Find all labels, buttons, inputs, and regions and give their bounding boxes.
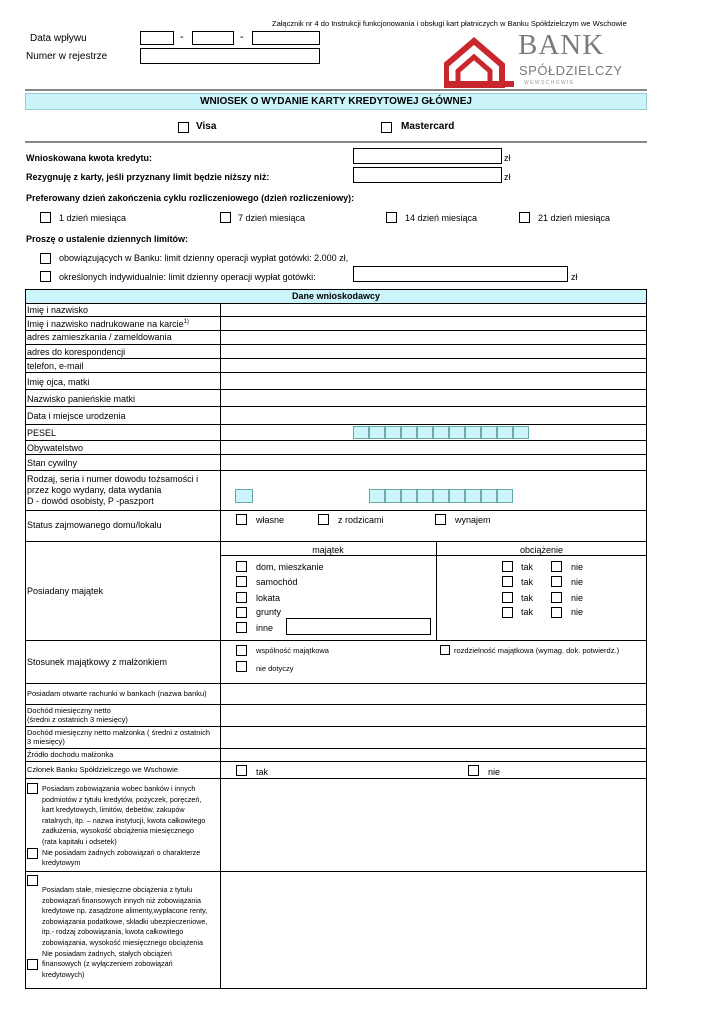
pesel-digit[interactable] <box>513 426 529 439</box>
burden-nie-checkbox[interactable] <box>551 607 562 618</box>
limit-bank-checkbox[interactable] <box>40 253 51 264</box>
pesel-digit[interactable] <box>497 426 513 439</box>
currency-zl: zł <box>504 153 511 163</box>
id-number-cell[interactable] <box>385 489 401 503</box>
burden-nie-label: nie <box>571 562 584 572</box>
date-month-field[interactable] <box>192 31 234 45</box>
bank-logo <box>444 29 624 88</box>
daily-limits-label: Proszę o ustalenie dziennych limitów: <box>26 234 189 244</box>
row-nazwisko-panienskie: Nazwisko panieńskie matki <box>27 394 136 404</box>
id-number-cell[interactable] <box>401 489 417 503</box>
date-year-field[interactable] <box>252 31 320 45</box>
form-title-bar <box>25 93 647 110</box>
status-wlasne-label: własne <box>256 515 285 525</box>
burden-nie-label: nie <box>571 577 584 587</box>
czlonek-tak-label: tak <box>256 767 269 777</box>
asset-dom-checkbox[interactable] <box>236 561 247 572</box>
id-type-cell[interactable] <box>235 489 253 503</box>
row-dochod-2: (średni z ostatnich 3 miesięcy) <box>27 715 128 724</box>
asset-lokata-label: lokata <box>256 593 281 603</box>
row-stan-cywilny: Stan cywilny <box>27 458 78 468</box>
status-wlasne-checkbox[interactable] <box>236 514 247 525</box>
row-stosunek: Stosunek majątkowy z małżonkiem <box>27 657 168 667</box>
asset-samochod-checkbox[interactable] <box>236 576 247 587</box>
id-number-cell[interactable] <box>449 489 465 503</box>
asset-dom-label: dom, mieszkanie <box>256 562 324 572</box>
cycle-1-label: 1 dzień miesiąca <box>59 213 127 223</box>
visa-checkbox[interactable] <box>178 122 189 133</box>
date-day-field[interactable] <box>140 31 174 45</box>
row-zrodlo: Źródło dochodu małżonka <box>27 750 114 759</box>
id-number-cell[interactable] <box>369 489 385 503</box>
obligations-no-checkbox[interactable] <box>27 848 38 859</box>
row-adres-kor: adres do korespondencji <box>27 347 126 357</box>
pesel-digit[interactable] <box>465 426 481 439</box>
applicant-title: Dane wnioskodawcy <box>291 291 381 301</box>
register-number-field[interactable] <box>140 48 320 64</box>
pesel-digit[interactable] <box>369 426 385 439</box>
row-czlonek: Członek Banku Spółdzielczego we Wschowie <box>27 765 178 774</box>
currency-zl: zł <box>571 272 578 282</box>
burden-tak-label: tak <box>521 577 534 587</box>
id-number-cell[interactable] <box>481 489 497 503</box>
limit-bank-label: obowiązujących w Banku: limit dzienny operacji wypłat gotówki: 2.000 zł, <box>59 253 349 263</box>
row-rachunki: Posiadam otwarte rachunki w bankach (nazwa banku) <box>27 689 207 698</box>
applicant-header <box>26 290 646 303</box>
resign-limit-label: Rezygnuję z karty, jeśli przyznany limit będzie niższy niż: <box>26 172 270 182</box>
burden-tak-checkbox[interactable] <box>502 607 513 618</box>
row-dochod-malz-1: Dochód miesięczny netto małżonka ( średni z ostatnich <box>27 728 211 737</box>
burden-tak-checkbox[interactable] <box>502 576 513 587</box>
row-dowod-1: Rodzaj, seria i numer dowodu tożsamości i <box>27 474 199 484</box>
row-status: Status zajmowanego domu/lokalu <box>27 520 162 530</box>
row-imie-nazwisko: Imię i nazwisko <box>27 305 89 315</box>
obligations-1-text: Posiadam zobowiązania wobec banków i innych podmiotów z tytułu kredytów, pożyczek, poręczeń, kart kredytowych, limitów, debetów, zakupów ratalnych, itp. – nazwa instytucji, kwota całkowitego zadłużenia, wysokość obciążenia miesięcznego (rata kapitału i odsetek) Nie posiadam żadnych zobowiązań o charakterze kredytowym <box>42 784 206 868</box>
row-obywatelstwo: Obywatelstwo <box>27 443 84 453</box>
czlonek-nie-checkbox[interactable] <box>468 765 479 776</box>
burden-tak-label: tak <box>521 593 534 603</box>
mastercard-checkbox[interactable] <box>381 122 392 133</box>
burden-nie-label: nie <box>571 607 584 617</box>
status-rodzice-checkbox[interactable] <box>318 514 329 525</box>
row-dochod-malz-2: 3 miesięcy) <box>27 737 65 746</box>
czlonek-nie-label: nie <box>488 767 501 777</box>
burden-header: obciążenie <box>519 545 564 555</box>
date-dash: - <box>240 31 244 43</box>
id-number-cell[interactable] <box>497 489 513 503</box>
burden-tak-label: tak <box>521 562 534 572</box>
obligations-2-text: Posiadam stałe, miesięczne obciążenia z tytułu zobowiązań finansowych innych niż zobowiązania kredytowe np. zasądzone alimenty,wypłacone renty, zobowiązania podatkowe, składki ubezpieczeniowe, itp.- rodzaj zobowiązania, kwota całkowitego zobowiązania, wysokość miesięcznego obciążenia Nie posiadam żadnych, stałych obciążeń finansowych (z wyłączeniem zobowiązań kredytowych) <box>42 885 208 979</box>
limit-individual-checkbox[interactable] <box>40 271 51 282</box>
row-dowod-2: przez kogo wydany, data wydania <box>27 485 162 495</box>
burden-nie-label: nie <box>571 593 584 603</box>
cycle-1-checkbox[interactable] <box>40 212 51 223</box>
asset-grunty-label: grunty <box>256 607 282 617</box>
status-wynajem-label: wynajem <box>455 515 491 525</box>
asset-inne-checkbox[interactable] <box>236 622 247 633</box>
logo-spoldzielczy: SPÓŁDZIELCZY <box>519 63 623 78</box>
numer-rejestr-label: Numer w rejestrze <box>26 51 108 62</box>
cycle-14-checkbox[interactable] <box>386 212 397 223</box>
row-dowod-3: D - dowód osobisty, P -paszport <box>27 496 154 506</box>
id-number-cell[interactable] <box>417 489 433 503</box>
date-dash: - <box>180 31 184 43</box>
row-imie-ojca: Imię ojca, matki <box>27 377 90 387</box>
attachment-note: Załącznik nr 4 do Instrukcji funkcjonowania i obsługi kart płatniczych w Banku Spółdzielczym we Wschowie <box>272 19 627 28</box>
burden-nie-checkbox[interactable] <box>551 592 562 603</box>
row-imie-karta: Imię i nazwisko nadrukowane na karcie$^{1)}$ <box>27 319 189 329</box>
pesel-digit[interactable] <box>449 426 465 439</box>
nie-dotyczy-checkbox[interactable] <box>236 661 247 672</box>
status-wynajem-checkbox[interactable] <box>435 514 446 525</box>
pesel-digit[interactable] <box>433 426 449 439</box>
row-pesel: PESEL <box>27 428 57 438</box>
wspolnosc-label: wspólność majątkowa <box>256 646 329 655</box>
logo-bank: BANK <box>518 29 605 61</box>
limit-individual-field[interactable] <box>353 266 568 282</box>
requested-amount-field[interactable] <box>353 148 502 164</box>
wspolnosc-checkbox[interactable] <box>236 645 247 656</box>
burdens-yes-checkbox[interactable] <box>27 875 38 886</box>
asset-lokata-checkbox[interactable] <box>236 592 247 603</box>
resign-limit-field[interactable] <box>353 167 502 183</box>
burden-tak-checkbox[interactable] <box>502 592 513 603</box>
asset-grunty-checkbox[interactable] <box>236 607 247 618</box>
cycle-label: Preferowany dzień zakończenia cyklu rozliczeniowego (dzień rozliczeniowy): <box>26 193 355 203</box>
row-dochod-1: Dochód miesięczny netto <box>27 706 111 715</box>
pesel-digit[interactable] <box>401 426 417 439</box>
nie-dotyczy-label: nie dotyczy <box>256 664 294 673</box>
cycle-7-label: 7 dzień miesiąca <box>238 213 306 223</box>
asset-samochod-label: samochód <box>256 577 298 587</box>
mastercard-label: Mastercard <box>401 121 455 132</box>
asset-inne-field[interactable] <box>286 618 431 635</box>
data-wplywu-label: Data wpływu <box>30 33 87 44</box>
asset-header: majątek <box>312 545 344 555</box>
requested-amount-label: Wnioskowana kwota kredytu: <box>26 153 153 163</box>
row-data-urodzenia: Data i miejsce urodzenia <box>27 411 126 421</box>
burden-tak-checkbox[interactable] <box>502 561 513 572</box>
currency-zl: zł <box>504 172 511 182</box>
rozdzielnosc-checkbox[interactable] <box>440 645 450 655</box>
limit-individual-label: określonych indywidualnie: limit dzienny operacji wypłat gotówki: <box>59 272 316 282</box>
visa-label: Visa <box>196 121 217 132</box>
row-telefon: telefon, e-mail <box>27 361 84 371</box>
pesel-digit[interactable] <box>385 426 401 439</box>
id-number-cell[interactable] <box>465 489 481 503</box>
burden-nie-checkbox[interactable] <box>551 561 562 572</box>
pesel-digit[interactable] <box>417 426 433 439</box>
czlonek-tak-checkbox[interactable] <box>236 765 247 776</box>
cycle-7-checkbox[interactable] <box>220 212 231 223</box>
row-majatek: Posiadany majątek <box>27 586 104 596</box>
status-rodzice-label: z rodzicami <box>338 515 384 525</box>
form-title: WNIOSEK O WYDANIE KARTY KREDYTOWEJ GŁÓWNEJ <box>200 96 472 107</box>
burdens-no-checkbox[interactable] <box>27 959 38 970</box>
rozdzielnosc-label: rozdzielność majątkowa (wymag. dok. potwierdz.) <box>454 646 620 655</box>
pesel-digit[interactable] <box>353 426 369 439</box>
logo-city: W E W S C H O W I E <box>524 80 574 86</box>
obligations-yes-checkbox[interactable] <box>27 783 38 794</box>
bank-logo-icon <box>444 33 514 88</box>
cycle-21-label: 21 dzień miesiąca <box>538 213 611 223</box>
id-number-cell[interactable] <box>433 489 449 503</box>
asset-inne-label: inne <box>256 623 274 633</box>
row-adres-zam: adres zamieszkania / zameldowania <box>27 332 172 342</box>
burden-tak-label: tak <box>521 607 534 617</box>
cycle-21-checkbox[interactable] <box>519 212 530 223</box>
burden-nie-checkbox[interactable] <box>551 576 562 587</box>
cycle-14-label: 14 dzień miesiąca <box>405 213 478 223</box>
pesel-digit[interactable] <box>481 426 497 439</box>
